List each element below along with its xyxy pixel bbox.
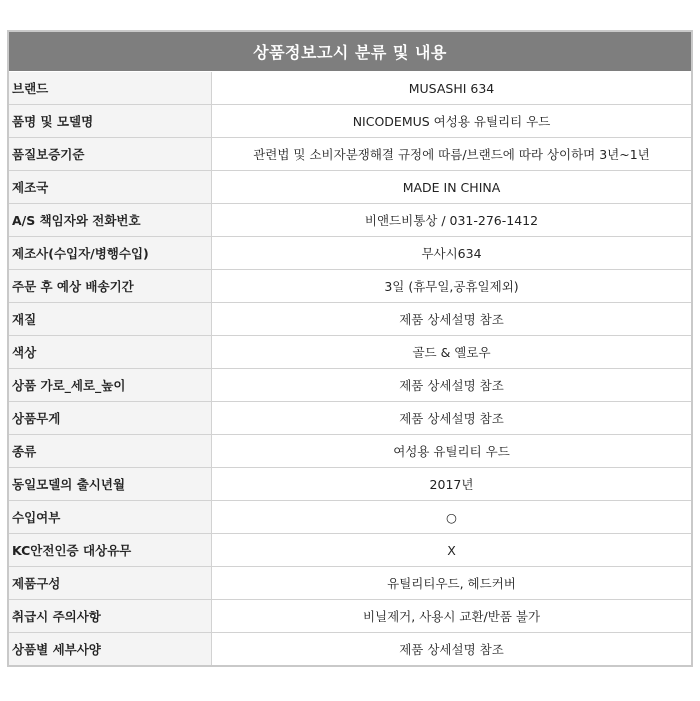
table-row [9, 501, 691, 534]
row-label: 취급시 주의사항 [9, 600, 212, 633]
row-label: 제조국 [9, 171, 212, 204]
row-value: ○ [212, 501, 692, 534]
row-label: 수입여부 [9, 501, 212, 534]
table-row [9, 336, 691, 369]
table-row [9, 105, 691, 138]
row-label: 동일모델의 출시년월 [9, 468, 212, 501]
row-label: 품질보증기준 [9, 138, 212, 171]
product-info-table-frame [7, 30, 693, 667]
row-value: 제품 상세설명 참조 [212, 633, 692, 666]
row-label: A/S 책임자와 전화번호 [9, 204, 212, 237]
table-row [9, 72, 691, 105]
row-value: 제품 상세설명 참조 [212, 402, 692, 435]
row-label: 종류 [9, 435, 212, 468]
table-row [9, 468, 691, 501]
row-label: 상품별 세부사양 [9, 633, 212, 666]
table-row [9, 171, 691, 204]
table-row [9, 600, 691, 633]
row-label: 품명 및 모델명 [9, 105, 212, 138]
table-row [9, 237, 691, 270]
table-row [9, 567, 691, 600]
table-row [9, 435, 691, 468]
table-row [9, 204, 691, 237]
table-row [9, 633, 691, 666]
table-row [9, 369, 691, 402]
table-body [9, 72, 691, 665]
row-label: 상품 가로_세로_높이 [9, 369, 212, 402]
row-value: 비닐제거, 사용시 교환/반품 불가 [212, 600, 692, 633]
row-label: 제조사(수입자/병행수입) [9, 237, 212, 270]
table-title: 상품정보고시 분류 및 내용 [9, 32, 691, 72]
table-row [9, 138, 691, 171]
table-row [9, 534, 691, 567]
row-label: 주문 후 예상 배송기간 [9, 270, 212, 303]
row-value: 제품 상세설명 참조 [212, 369, 692, 402]
row-label: 브랜드 [9, 72, 212, 105]
row-value: MADE IN CHINA [212, 171, 692, 204]
row-value: 무사시634 [212, 237, 692, 270]
row-value: 유틸리티우드, 헤드커버 [212, 567, 692, 600]
table-row [9, 402, 691, 435]
row-value: 3일 (휴무일,공휴일제외) [212, 270, 692, 303]
row-label: 제품구성 [9, 567, 212, 600]
table-row [9, 303, 691, 336]
row-value: 비앤드비통상 / 031-276-1412 [212, 204, 692, 237]
row-label: 상품무게 [9, 402, 212, 435]
row-value: 2017년 [212, 468, 692, 501]
row-value: X [212, 534, 692, 567]
row-value: 여성용 유틸리티 우드 [212, 435, 692, 468]
row-value: 제품 상세설명 참조 [212, 303, 692, 336]
row-value: 관련법 및 소비자분쟁해결 규정에 따름/브랜드에 따라 상이하며 3년~1년 [212, 138, 692, 171]
product-info-table [9, 72, 691, 665]
table-row [9, 270, 691, 303]
row-value: NICODEMUS 여성용 유틸리티 우드 [212, 105, 692, 138]
row-value: 골드 & 옐로우 [212, 336, 692, 369]
row-label: KC안전인증 대상유무 [9, 534, 212, 567]
row-label: 색상 [9, 336, 212, 369]
row-value: MUSASHI 634 [212, 72, 692, 105]
row-label: 재질 [9, 303, 212, 336]
